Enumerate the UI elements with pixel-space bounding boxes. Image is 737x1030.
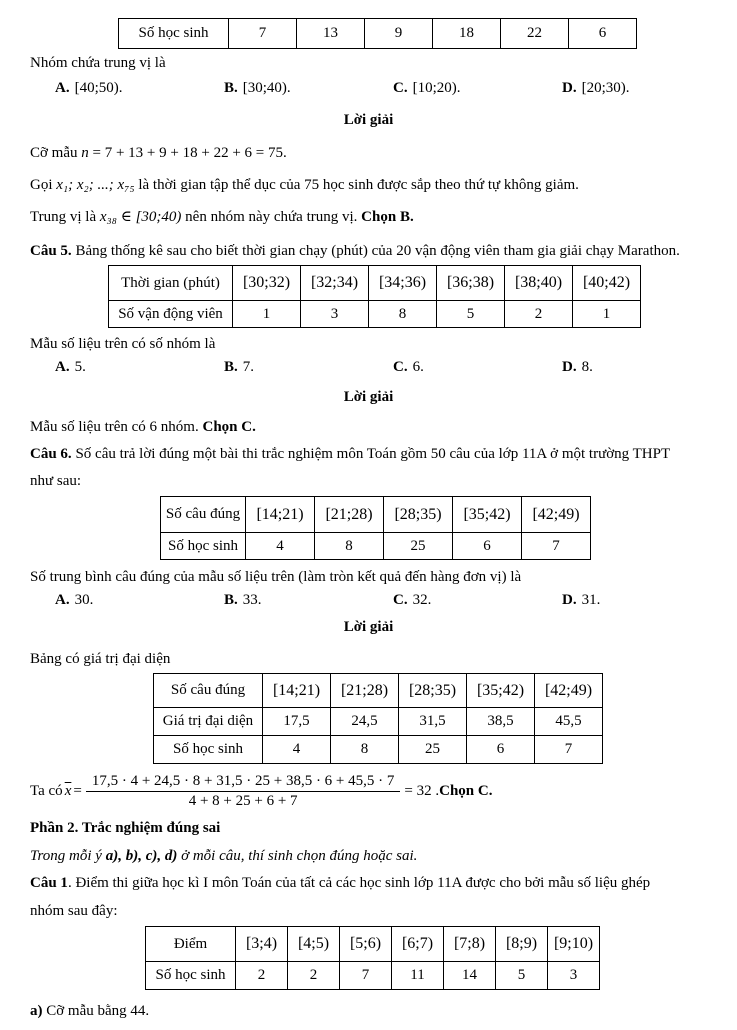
q4-frequency-table: [118, 18, 637, 49]
option-b: [224, 80, 393, 97]
q6-options: [55, 592, 715, 609]
option-letter: B.: [224, 359, 238, 375]
table-cell: 3: [301, 301, 369, 328]
option-text: 7.: [242, 359, 255, 375]
table-cell: [14;21): [263, 674, 331, 708]
q5-solution-title: Lời giải: [343, 389, 394, 405]
table-cell: 5: [437, 301, 505, 328]
option-b: [224, 592, 393, 609]
q6-frequency-table: [160, 496, 591, 560]
table-cell: 7: [340, 962, 392, 990]
part2-q1-heading-line2: nhóm sau đây:: [30, 903, 118, 919]
q4-solution-line2: [30, 174, 579, 196]
math-expression: x₃₈ ∈ [30;40): [99, 209, 182, 225]
text-bold: a), b), c), d): [105, 848, 178, 864]
table-cell: [14;21): [246, 497, 315, 533]
table-cell: Số học sinh: [161, 533, 246, 560]
math-var: n: [81, 145, 89, 161]
option-text: 33.: [242, 592, 262, 608]
fraction-result: = 32 .: [404, 782, 440, 799]
fraction: [86, 773, 401, 810]
table-cell: [21;28): [331, 674, 399, 708]
option-letter: C.: [393, 359, 408, 375]
x-bar-symbol: $\overline{x}$: [64, 782, 72, 799]
table-cell: 1: [573, 301, 641, 328]
option-d: [562, 359, 715, 376]
answer-choice: Chọn B.: [361, 209, 414, 225]
table-cell: [38;40): [505, 266, 573, 301]
answer-choice: Chọn C.: [202, 419, 256, 435]
fraction-denominator: 4 + 8 + 25 + 6 + 7: [188, 792, 298, 809]
option-d: [562, 80, 715, 97]
table-cell: 9: [365, 19, 433, 49]
table-cell: Số câu đúng: [154, 674, 263, 708]
option-text: [30;40).: [242, 80, 291, 96]
table-cell: [42;49): [535, 674, 603, 708]
table-cell: [7;8): [444, 927, 496, 962]
table-cell: 13: [297, 19, 365, 49]
q5-options: [55, 359, 715, 376]
option-c: [393, 592, 562, 609]
table-cell: 4: [246, 533, 315, 560]
table-cell: [28;35): [384, 497, 453, 533]
q6-solution-table: [153, 673, 603, 764]
table-cell: [36;38): [437, 266, 505, 301]
table-cell: 14: [444, 962, 496, 990]
option-letter: C.: [393, 80, 408, 96]
table-cell: 38,5: [467, 708, 535, 736]
option-text: 6.: [412, 359, 424, 375]
item-text: Cỡ mẫu bằng 44.: [42, 1003, 150, 1019]
q4-solution-line3: [30, 206, 414, 228]
table-cell: [3;4): [236, 927, 288, 962]
q4-solution-title: Lời giải: [343, 112, 394, 128]
table-cell: 7: [522, 533, 591, 560]
part2-heading: Phần 2. Trắc nghiệm đúng sai: [30, 820, 221, 836]
table-cell: 17,5: [263, 708, 331, 736]
q5-heading: [30, 240, 680, 262]
table-cell: [35;42): [453, 497, 522, 533]
question-text: Số câu trả lời đúng một bài thi trắc nghiệm môn Toán gồm 50 câu của lớp 11A ở một trường THPT: [71, 446, 671, 462]
table-cell: 2: [505, 301, 573, 328]
q6-prompt: Số trung bình câu đúng của mẫu số liệu trên (làm tròn kết quả đến hàng đơn vị) là: [30, 569, 522, 585]
question-number: Câu 1: [30, 875, 68, 891]
table-cell: Số học sinh: [154, 736, 263, 764]
option-letter: D.: [562, 592, 577, 608]
table-cell: 8: [315, 533, 384, 560]
option-a: [55, 80, 224, 97]
table-cell: 2: [236, 962, 288, 990]
table-cell: Số học sinh: [146, 962, 236, 990]
question-text: . Điểm thi giữa học kì I môn Toán của tất cả các học sinh lớp 11A được cho bởi mẫu số liệu ghép: [67, 875, 651, 891]
table-cell: 1: [233, 301, 301, 328]
option-text: [10;20).: [412, 80, 461, 96]
option-letter: D.: [562, 80, 577, 96]
table-cell: Số học sinh: [119, 19, 229, 49]
table-cell: [32;34): [301, 266, 369, 301]
answer-choice: Chọn C.: [439, 782, 493, 799]
option-letter: A.: [55, 80, 70, 96]
text: Trung vị là: [30, 209, 100, 225]
table-cell: Giá trị đại diện: [154, 708, 263, 736]
part2-q1-heading-line1: [30, 872, 650, 894]
table-cell: [28;35): [399, 674, 467, 708]
table-cell: 7: [535, 736, 603, 764]
table-cell: Điểm: [146, 927, 236, 962]
q5-frequency-table: [108, 265, 641, 328]
table-cell: [9;10): [548, 927, 600, 962]
table-cell: 6: [467, 736, 535, 764]
option-c: [393, 359, 562, 376]
text: = 7 + 13 + 9 + 18 + 22 + 6 = 75.: [88, 145, 287, 161]
option-b: [224, 359, 393, 376]
option-text: 31.: [581, 592, 601, 608]
table-cell: [30;32): [233, 266, 301, 301]
table-cell: 6: [453, 533, 522, 560]
table-cell: [35;42): [467, 674, 535, 708]
text: Ta có: [30, 782, 63, 799]
table-cell: Thời gian (phút): [109, 266, 233, 301]
table-cell: [40;42): [573, 266, 641, 301]
table-cell: 8: [369, 301, 437, 328]
text: Mẫu số liệu trên có 6 nhóm.: [30, 419, 203, 435]
text: nên nhóm này chứa trung vị.: [181, 209, 362, 225]
part2-q1-frequency-table: [145, 926, 600, 990]
option-letter: C.: [393, 592, 408, 608]
table-cell: 31,5: [399, 708, 467, 736]
table-cell: 24,5: [331, 708, 399, 736]
text: Trong mỗi ý: [30, 848, 106, 864]
question-number: Câu 6.: [30, 446, 72, 462]
q4-options: [55, 80, 715, 97]
text: ở mỗi câu, thí sinh chọn đúng hoặc sai.: [177, 848, 418, 864]
table-cell: 8: [331, 736, 399, 764]
part2-q1-item-a: [30, 1000, 149, 1022]
q6-solution-intro: Bảng có giá trị đại diện: [30, 651, 171, 667]
table-cell: [21;28): [315, 497, 384, 533]
table-cell: [6;7): [392, 927, 444, 962]
q5-prompt: Mẫu số liệu trên có số nhóm là: [30, 336, 216, 352]
option-a: [55, 359, 224, 376]
table-cell: 11: [392, 962, 444, 990]
table-cell: 7: [229, 19, 297, 49]
q4-solution-line1: [30, 142, 287, 164]
item-label: a): [30, 1003, 43, 1019]
option-text: 30.: [74, 592, 94, 608]
fraction-numerator: 17,5 · 4 + 24,5 · 8 + 31,5 · 25 + 38,5 · 6 + 45,5 · 7: [86, 773, 401, 792]
table-cell: [4;5): [288, 927, 340, 962]
table-cell: Số câu đúng: [161, 497, 246, 533]
option-letter: A.: [55, 359, 70, 375]
table-cell: 45,5: [535, 708, 603, 736]
option-letter: B.: [224, 592, 238, 608]
table-cell: [34;36): [369, 266, 437, 301]
table-cell: 22: [501, 19, 569, 49]
table-cell: 25: [399, 736, 467, 764]
table-cell: [42;49): [522, 497, 591, 533]
table-cell: 6: [569, 19, 637, 49]
table-cell: Số vận động viên: [109, 301, 233, 328]
table-cell: 25: [384, 533, 453, 560]
option-letter: A.: [55, 592, 70, 608]
option-c: [393, 80, 562, 97]
option-text: [40;50).: [74, 80, 123, 96]
table-cell: 4: [263, 736, 331, 764]
table-cell: 18: [433, 19, 501, 49]
option-text: 5.: [74, 359, 86, 375]
question-number: Câu 5.: [30, 243, 72, 259]
option-letter: B.: [224, 80, 238, 96]
q6-solution-title: Lời giải: [343, 619, 394, 635]
table-cell: [8;9): [496, 927, 548, 962]
part2-instruction: [30, 845, 417, 867]
text: là thời gian tập thể dục của 75 học sinh được sắp theo thứ tự không giảm.: [134, 177, 579, 193]
option-text: [20;30).: [581, 80, 630, 96]
question-text: Bảng thống kê sau cho biết thời gian chạy (phút) của 20 vận động viên tham gia giải chạy Marathon.: [71, 243, 680, 259]
q4-prompt: Nhóm chứa trung vị là: [30, 55, 166, 71]
text: Gọi: [30, 177, 57, 193]
option-a: [55, 592, 224, 609]
text: Cỡ mẫu: [30, 145, 82, 161]
q6-heading-line2: như sau:: [30, 473, 82, 489]
option-letter: D.: [562, 359, 577, 375]
q5-solution-line: [30, 416, 256, 438]
option-text: 32.: [412, 592, 432, 608]
table-cell: 3: [548, 962, 600, 990]
math-sequence: x₁; x₂; ...; x₇₅: [56, 177, 135, 193]
equals-sign: =: [73, 782, 82, 799]
table-cell: 2: [288, 962, 340, 990]
option-text: 8.: [581, 359, 593, 375]
q6-heading-line1: [30, 443, 670, 465]
table-cell: [5;6): [340, 927, 392, 962]
option-d: [562, 592, 715, 609]
table-cell: 5: [496, 962, 548, 990]
q6-mean-formula: [30, 768, 492, 814]
